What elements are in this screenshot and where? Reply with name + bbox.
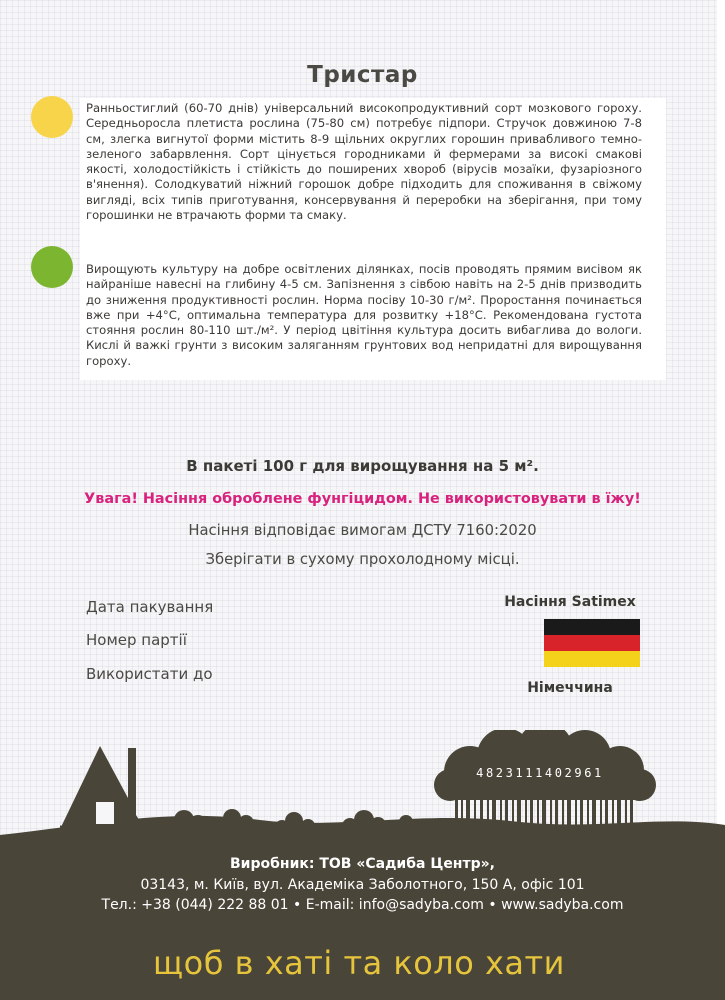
standard-compliance: Насіння відповідає вимогам ДСТУ 7160:2020 (188, 522, 537, 539)
green-circle-icon (31, 246, 73, 288)
germany-flag-icon (544, 619, 640, 667)
yellow-circle-icon (31, 96, 73, 138)
storage-instruction: Зберігати в сухому прохолодному місці. (205, 551, 520, 568)
variety-description: Ранньостиглий (60-70 днів) універсальний високопродуктивний сорт мозкового гороху. Середньоросла плетиста рослина (75-80 см) потребує підпори. Стручок довжиною 7-8 см, злегка вигнутої форми містить 8-9 щільних округлих горошин привабливого темно-зеленого забарвлення. Сорт цінується городниками й фермерами за високі смакові якості, холодостійкість і стійкість до поширених хвороб (вірусів мозаїки, фузаріозного в'янення). Солодкуватий ніжний горошок добре підходить для споживання в свіжому вигляді, всіх типів приготування, консервування й переробки на зберігання, при тому горошинки не втрачають форми та смаку. (86, 101, 642, 223)
producer-name: Виробник: ТОВ «Садиба Центр», (230, 856, 495, 872)
house-icon (60, 746, 156, 840)
origin-country: Німеччина (527, 680, 613, 696)
pack-date-label: Дата пакування (86, 598, 214, 616)
producer-contacts: Тел.: +38 (044) 222 88 01 • E-mail: info@sadyba.com • www.sadyba.com (101, 897, 624, 913)
brand-slogan: щоб в хаті та коло хати (153, 944, 565, 982)
product-title: Тристар (307, 62, 418, 88)
seed-supplier: Насіння Satimex (504, 594, 636, 610)
barcode-number: 4823111402961 (476, 766, 604, 780)
batch-number-label: Номер партії (86, 631, 187, 649)
use-by-label: Використати до (86, 665, 213, 683)
producer-address: 03143, м. Київ, вул. Академіка Заболотного, 150 А, офіс 101 (140, 877, 585, 893)
package-info: В пакеті 100 г для вирощування на 5 м². (186, 457, 539, 475)
growing-instructions: Вирощують культуру на добре освітлених ділянках, посів проводять прямим висівом як найраніше навесні на глибину 4-5 см. Запізнення з сівбою навіть на 2-5 днів призводить до зниження продуктивності рослин. Норма посіву 10-30 г/м². Проростання починається вже при +4°С, оптимальна температура для розвитку +18°С. Рекомендована густота стояння рослин 80-110 шт./м². У період цвітіння культура досить вибаглива до вологи. Кислі й важкі грунти з високим заляганням грунтових вод непридатні для вирощування гороху. (86, 262, 642, 368)
fungicide-warning: Увага! Насіння оброблене фунгіцидом. Не використовувати в їжу! (84, 491, 641, 507)
